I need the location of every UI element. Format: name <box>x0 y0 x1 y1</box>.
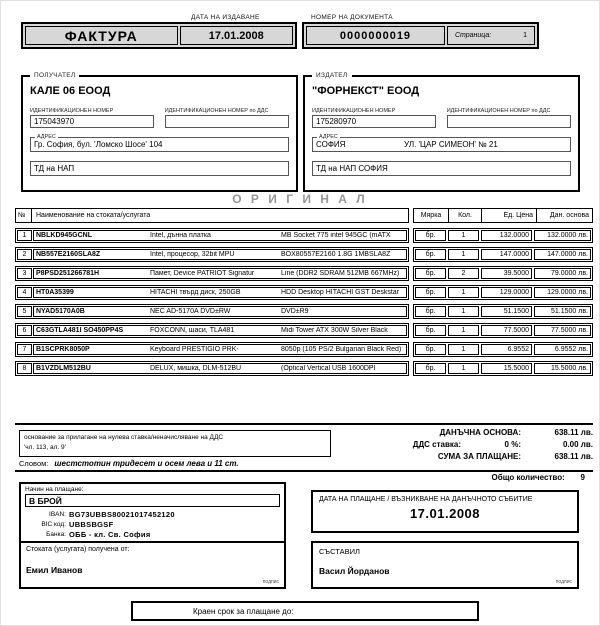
item-tax-base: 77.5000 лв. <box>534 325 591 336</box>
item-description-2: Line (DDR2 SDRAM 512MB 667MHz) <box>281 270 400 277</box>
zero-rate-reason-box <box>19 430 331 457</box>
total-due-value: 638.11 лв. <box>554 451 593 461</box>
recipient-id-row <box>30 108 289 128</box>
tax-event-date-value: 17.01.2008 <box>409 506 481 521</box>
item-code: HT0A35399 <box>36 289 74 296</box>
payment-method-field[interactable] <box>25 494 280 507</box>
vat-rate-label: ДДС ставка: <box>412 439 461 449</box>
issuer-id-label: ИДЕНТИФИКАЦИОНЕН НОМЕР <box>312 108 396 114</box>
item-description-1: NEC AD-5170A DVD±RW <box>150 308 231 315</box>
totals-divider-top <box>15 423 593 425</box>
item-number: 7 <box>17 344 32 355</box>
page-label: Страница: <box>454 32 492 39</box>
item-description-1: FOXCONN, шаси, TLA481 <box>150 327 235 334</box>
issuer-id-row <box>312 108 571 128</box>
recipient-tax-office-field[interactable] <box>30 161 289 176</box>
table-row <box>15 228 593 243</box>
item-quantity: 1 <box>448 363 479 374</box>
item-unit-price: 77.5000 <box>481 325 532 336</box>
item-unit-price: 129.0000 <box>481 287 532 298</box>
zero-rate-reason-line2: 'чл. 113, ал. 9' <box>24 444 66 452</box>
item-quantity: 1 <box>448 230 479 241</box>
table-row <box>15 342 593 357</box>
table-row <box>15 285 593 300</box>
item-code: NBLKD945GCNL <box>36 232 93 239</box>
item-quantity: 1 <box>448 287 479 298</box>
item-description-1: Памет, Device PATRIOT Signatur <box>150 270 255 277</box>
table-row <box>15 361 593 376</box>
total-quantity <box>492 473 585 482</box>
issuer-name: "ФОРНЕКСТ" ЕООД <box>312 85 420 97</box>
vat-rate: 0 %: <box>504 439 521 449</box>
items-table-header <box>15 208 593 223</box>
item-name-cell <box>33 249 407 260</box>
received-by-label: Стоката (услугата) получена от: <box>26 546 130 553</box>
item-unit-price: 15.5000 <box>481 363 532 374</box>
signature-label-composer: подпис <box>555 579 572 585</box>
totals-divider-bottom <box>15 470 593 472</box>
bic-label: BIC код: <box>41 520 66 528</box>
item-code: B1SCPRK8050P <box>36 346 90 353</box>
item-quantity: 2 <box>448 268 479 279</box>
total-quantity-label: Общо количество: <box>491 473 565 482</box>
tax-base-label: ДАНЪЧНА ОСНОВА: <box>439 427 521 437</box>
iban-value: BG73UBBS80021017452120 <box>69 509 175 519</box>
item-description-2: Midi Tower ATX 300W Silver Black <box>281 327 388 334</box>
bank-label: Банка: <box>46 530 66 538</box>
issuer-legend: ИЗДАТЕЛ <box>312 72 352 79</box>
recipient-address-value: Гр. София, бул. 'Ломско Шосе' 104 <box>34 140 163 149</box>
item-unit-price: 39.5000 <box>481 268 532 279</box>
tax-event-date-box <box>311 490 579 533</box>
issuer-address-city: СОФИЯ <box>316 140 346 149</box>
recipient-id-value: 175043970 <box>34 117 75 126</box>
item-name-cell <box>33 287 407 298</box>
item-description-1: HITACHI твърд диск, 250GB <box>150 289 241 296</box>
issuer-address-street: УЛ. 'ЦАР СИМЕОН' № 21 <box>404 140 498 149</box>
item-quantity: 1 <box>448 249 479 260</box>
item-code: NB557E2160SLA8Z <box>36 251 101 258</box>
item-name-cell <box>33 268 407 279</box>
table-row <box>15 323 593 338</box>
item-description-1: Intel, дънна платка <box>150 232 211 239</box>
tax-event-date-label: ДАТА НА ПЛАЩАНЕ / ВЪЗНИКВАНЕ НА ДАНЪЧНОТО СЪБИТИЕ <box>319 496 533 503</box>
composer-name: Васил Йорданов <box>319 566 390 576</box>
item-description-2: BOX80557E2160 1.8G 1MBSLA8Z <box>281 251 391 258</box>
item-tax-base: 147.0000 лв. <box>534 249 591 260</box>
issuer-id-field[interactable] <box>312 115 436 128</box>
recipient-name: КАЛЕ 06 ЕООД <box>30 85 111 97</box>
bic-value: UBBSBGSF <box>69 519 114 529</box>
recipient-address-label: АДРЕС <box>37 134 56 140</box>
item-unit-price: 147.0000 <box>481 249 532 260</box>
item-tax-base: 129.0000 лв. <box>534 287 591 298</box>
issuer-tax-office-field[interactable] <box>312 161 571 176</box>
recipient-vat-label: ИДЕНТИФИКАЦИОНЕН НОМЕР по ДДС <box>164 108 269 114</box>
recipient-address-field[interactable] <box>30 134 289 152</box>
item-name-cell <box>33 306 407 317</box>
col-name: Наименование на стоката/услугата <box>36 212 151 219</box>
item-description-2: MB Socket 775 intel 945GC (mATX <box>281 232 391 239</box>
item-quantity: 1 <box>448 325 479 336</box>
item-tax-base: 6.9552 лв. <box>534 344 591 355</box>
item-code: NYAD5170A0B <box>36 308 85 315</box>
issuer-box <box>303 72 580 192</box>
table-row <box>15 247 593 262</box>
item-unit: бр. <box>415 344 446 355</box>
item-description-2: DVD±R9 <box>281 308 309 315</box>
issuer-address-field[interactable] <box>312 134 571 152</box>
item-tax-base: 132.0000 лв. <box>534 230 591 241</box>
issuer-id-value: 175280970 <box>316 117 357 126</box>
issuer-vat-label: ИДЕНТИФИКАЦИОНЕН НОМЕР по ДДС <box>446 108 551 114</box>
item-code: P8PSD251266781H <box>36 270 100 277</box>
item-description-1: Intel, процесор, 32bit MPU <box>150 251 235 258</box>
composer-label: СЪСТАВИЛ <box>319 547 360 556</box>
item-unit: бр. <box>415 306 446 317</box>
item-name-cell <box>33 230 407 241</box>
payment-box <box>19 482 286 543</box>
table-row <box>15 266 593 281</box>
number-bar <box>302 22 539 49</box>
total-due-label: СУМА ЗА ПЛАЩАНЕ: <box>437 451 521 461</box>
item-number: 8 <box>17 363 32 374</box>
item-number: 1 <box>17 230 32 241</box>
payment-method-value: В БРОЙ <box>29 495 62 506</box>
col-base: Дан. основа <box>536 209 592 222</box>
doc-number-value: 0000000019 <box>306 26 445 45</box>
payment-method-label: Начин на плащане: <box>25 486 84 493</box>
item-description-2: 8050p (105 PS/2 Bulgarian Black Red) <box>281 346 402 353</box>
item-name-cell <box>33 363 407 374</box>
item-unit: бр. <box>415 325 446 336</box>
col-price: Ед. Цена <box>481 209 536 222</box>
vat-value: 0.00 лв. <box>562 439 593 449</box>
original-mark: О Р И Г И Н А Л <box>232 192 368 206</box>
issue-date-label: ДАТА НА ИЗДАВАНЕ <box>191 14 260 21</box>
item-unit: бр. <box>415 230 446 241</box>
payment-deadline-box <box>131 601 479 621</box>
item-number: 2 <box>17 249 32 260</box>
zero-rate-reason-line1: основание за прилагане на нулева ставка/неначисляване на ДДС <box>24 434 224 441</box>
in-words-value: шестстотин тридесет и осем лева и 11 ст. <box>54 459 239 468</box>
item-number: 4 <box>17 287 32 298</box>
issuer-tax-office: ТД на НАП СОФИЯ <box>316 164 388 173</box>
signature-label-received: подпис <box>262 579 279 585</box>
item-number: 5 <box>17 306 32 317</box>
issuer-vat-field[interactable] <box>447 115 571 128</box>
items-table <box>15 208 593 380</box>
item-code: B1VZDLM512BU <box>36 365 91 372</box>
tax-base-value: 638.11 лв. <box>554 427 593 437</box>
item-unit: бр. <box>415 287 446 298</box>
recipient-id-label: ИДЕНТИФИКАЦИОНЕН НОМЕР <box>30 108 114 114</box>
item-unit-price: 51.1500 <box>481 306 532 317</box>
recipient-id-field[interactable] <box>30 115 154 128</box>
item-description-1: DELUX, мишка, DLM-512BU <box>150 365 242 372</box>
in-words-label: Словом: <box>19 459 49 468</box>
item-unit: бр. <box>415 363 446 374</box>
item-unit-price: 6.9552 <box>481 344 532 355</box>
item-tax-base: 15.5000 лв. <box>534 363 591 374</box>
item-unit-price: 132.0000 <box>481 230 532 241</box>
item-tax-base: 51.1500 лв. <box>534 306 591 317</box>
items-rows <box>15 228 593 376</box>
item-description-1: Keyboard PRESTIGIO PRK- <box>150 346 239 353</box>
item-quantity: 1 <box>448 306 479 317</box>
item-unit: бр. <box>415 268 446 279</box>
doc-number-label: НОМЕР НА ДОКУМЕНТА <box>311 14 393 21</box>
item-name-cell <box>33 325 407 336</box>
page-number: 1 <box>523 32 527 39</box>
page-indicator <box>447 26 535 45</box>
payment-deadline-label: Краен срок за плащане до: <box>193 606 294 616</box>
item-description-2: (Optical Vertical USB 1600DPI <box>281 365 376 372</box>
goods-received-box <box>19 541 286 589</box>
recipient-box <box>21 72 298 192</box>
item-name-cell <box>33 344 407 355</box>
item-quantity: 1 <box>448 344 479 355</box>
item-tax-base: 79.0000 лв. <box>534 268 591 279</box>
item-description-2: HDD Desktop HITACHI GST Deskstar <box>281 289 399 296</box>
item-unit: бр. <box>415 249 446 260</box>
col-unit: Мярка <box>420 212 442 219</box>
totals-block <box>361 426 593 462</box>
col-qty: Кол. <box>448 209 481 222</box>
invoice-title: ФАКТУРА <box>25 26 178 45</box>
received-by-name: Емил Иванов <box>26 565 83 575</box>
bank-value: ОББ - кл. Св. София <box>69 529 151 539</box>
recipient-vat-field[interactable] <box>165 115 289 128</box>
item-number: 3 <box>17 268 32 279</box>
issuer-address-label: АДРЕС <box>319 134 338 140</box>
recipient-tax-office: ТД на НАП <box>34 164 75 173</box>
issue-date-value: 17.01.2008 <box>180 26 293 45</box>
total-quantity-value: 9 <box>580 473 585 482</box>
col-number: № <box>16 209 32 222</box>
item-number: 6 <box>17 325 32 336</box>
table-row <box>15 304 593 319</box>
title-bar <box>21 22 297 49</box>
iban-label: IBAN: <box>49 510 66 518</box>
amount-in-words <box>19 459 239 468</box>
item-code: C63GTLA481I SO450PP4S <box>36 327 124 334</box>
composer-box <box>311 541 579 589</box>
recipient-legend: ПОЛУЧАТЕЛ <box>30 72 79 79</box>
